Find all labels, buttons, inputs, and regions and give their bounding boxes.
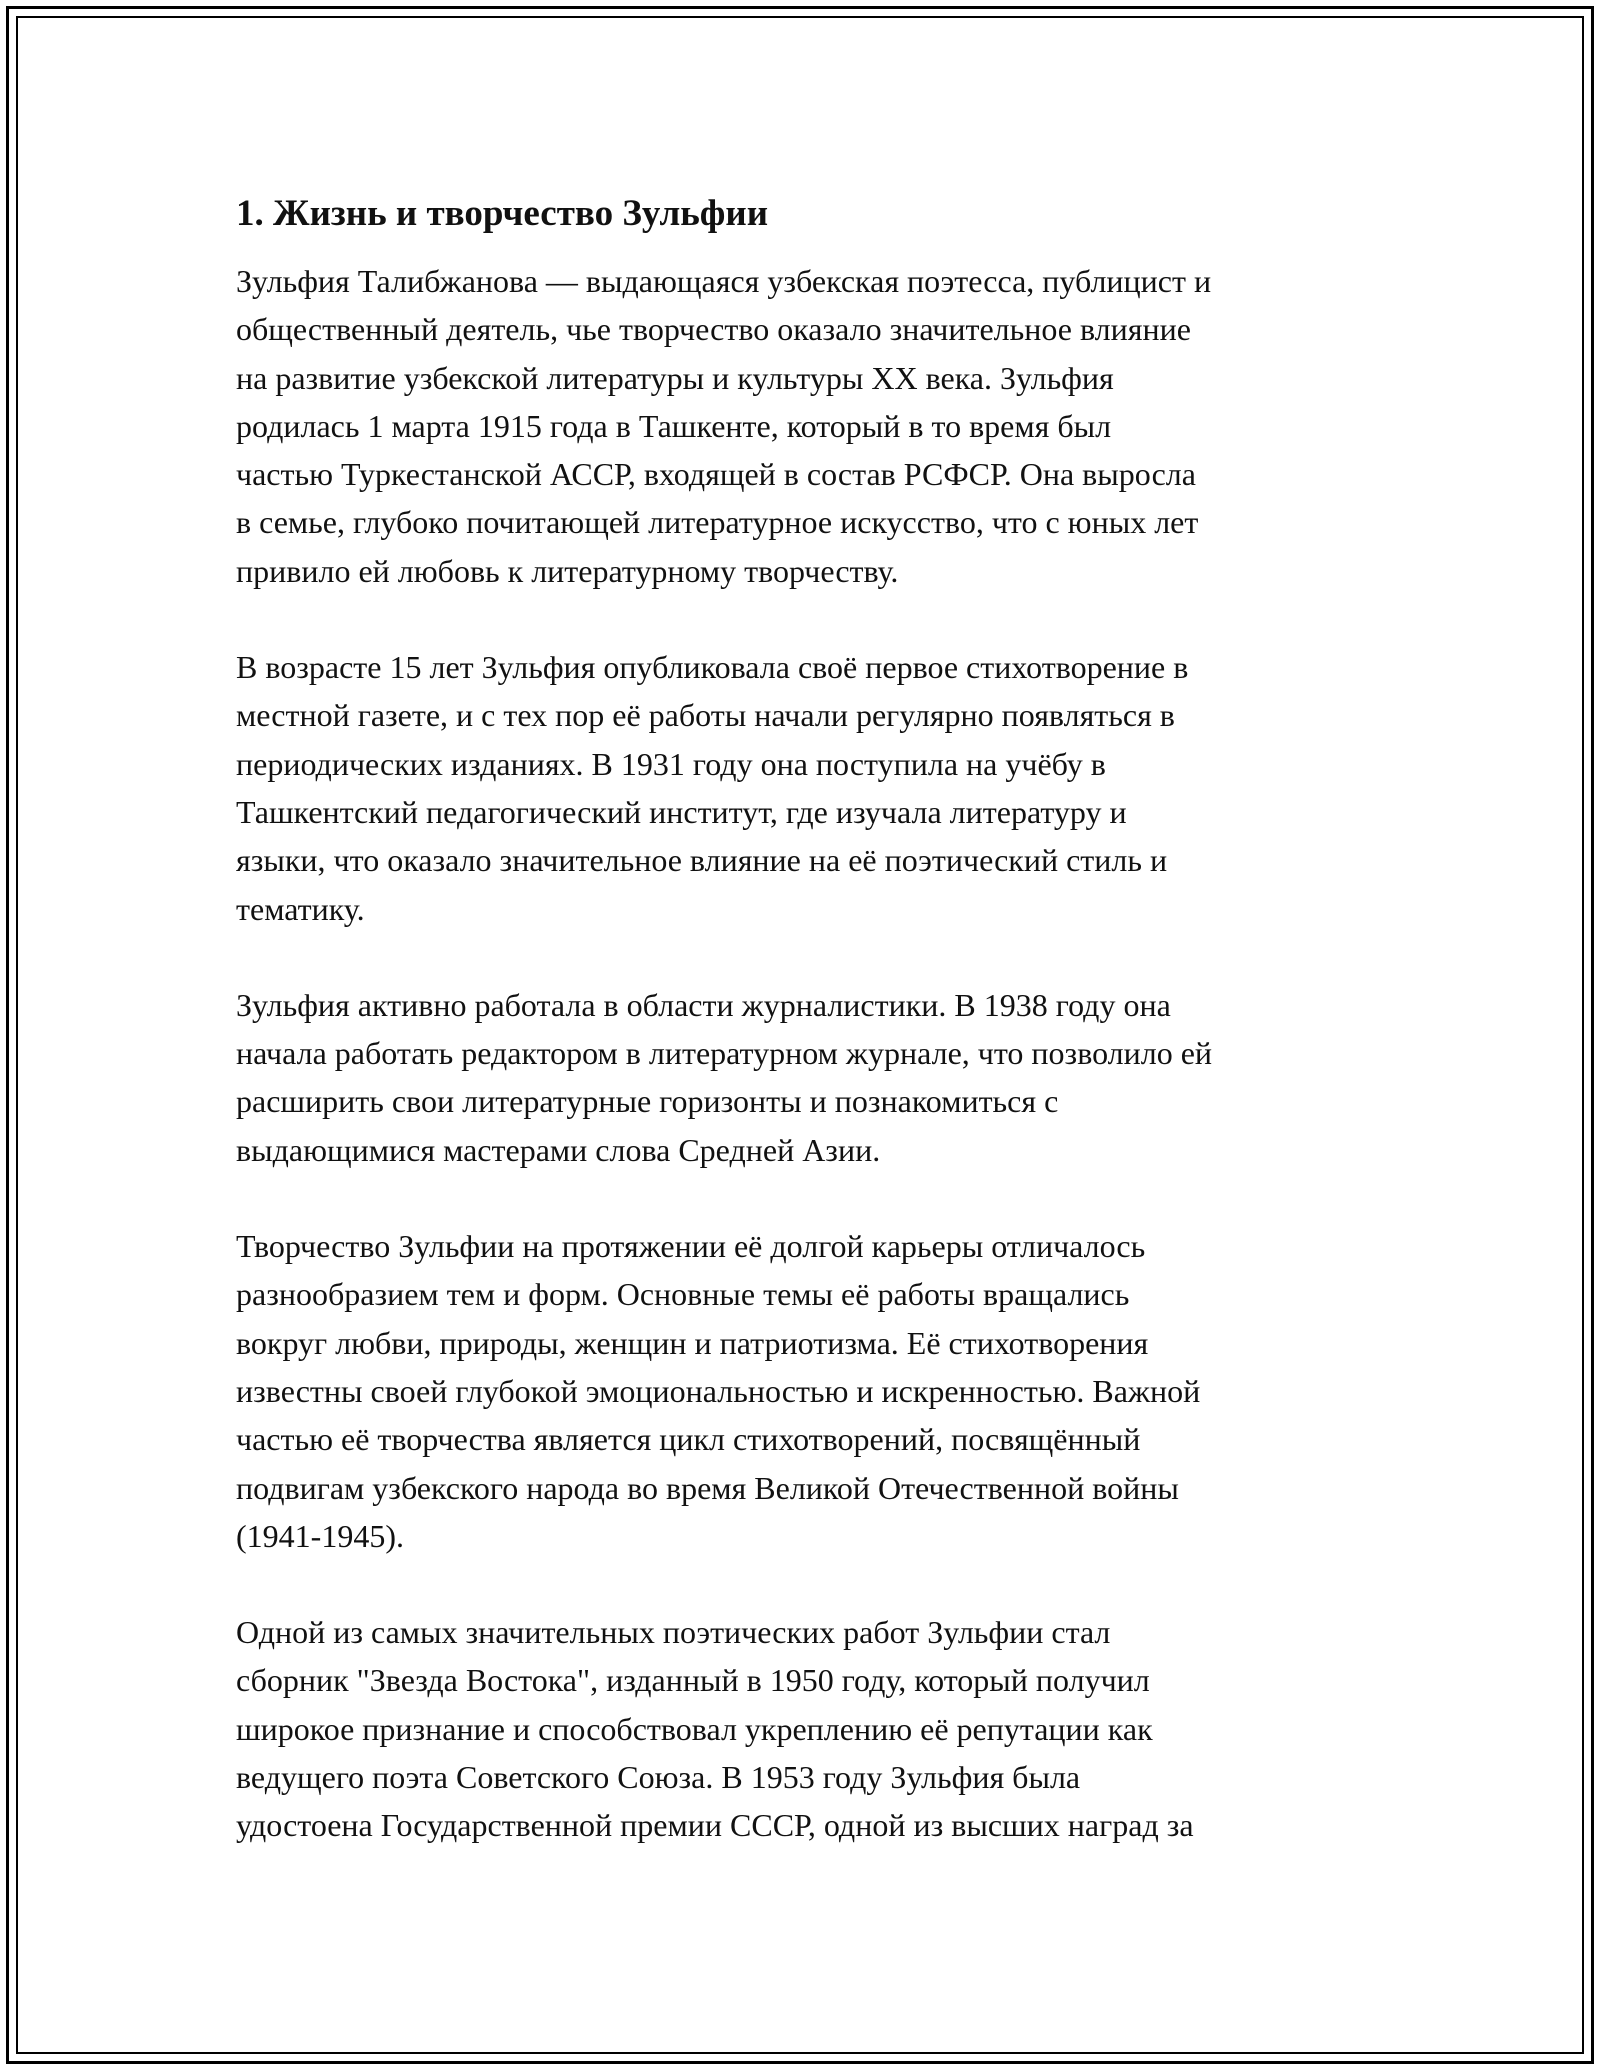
paragraph-line: общественный деятель, чье творчество оказало значительное влияние xyxy=(236,311,1191,348)
paragraph xyxy=(236,643,1376,933)
paragraph-line: Зульфия Талибжанова — выдающаяся узбекская поэтесса, публицист и xyxy=(236,263,1212,299)
paragraph-line: родилась 1 марта 1915 года в Ташкенте, который в то время был xyxy=(236,407,1112,444)
paragraph-line: на развитие узбекской литературы и культуры XX века. Зульфия xyxy=(236,359,1114,396)
paragraph-list xyxy=(236,257,1376,1850)
paragraph xyxy=(236,257,1376,595)
paragraph-line: подвигам узбекского народа во время Великой Отечественной войны xyxy=(236,1469,1179,1506)
paragraph-line: частью Туркестанской АССР, входящей в состав РСФСР. Она выросла xyxy=(236,456,1196,493)
paragraph-line: периодических изданиях. В 1931 году она поступила на учёбу в xyxy=(236,745,1106,782)
paragraph-line: Ташкентский педагогический институт, где изучала литературу и xyxy=(236,793,1127,830)
section-heading: 1. Жизнь и творчество Зульфии xyxy=(236,193,769,234)
paragraph-line: Творчество Зульфии на протяжении её долгой карьеры отличалось xyxy=(236,1228,1146,1265)
paragraph-line: (1941-1945). xyxy=(236,1517,404,1554)
document-body xyxy=(236,186,1376,1850)
paragraph-line: сборник "Звезда Востока", изданный в 1950 году, который получил xyxy=(236,1662,1150,1699)
paragraph xyxy=(236,981,1376,1174)
paragraph-line: местной газете, и с тех пор её работы начали регулярно появляться в xyxy=(236,697,1175,734)
paragraph-line: широкое признание и способствовал укреплению её репутации как xyxy=(236,1710,1153,1747)
paragraph-line: Зульфия активно работала в области журналистики. В 1938 году она xyxy=(236,986,1171,1023)
paragraph-line: частью её творчества является цикл стихотворений, посвящённый xyxy=(236,1421,1141,1458)
paragraph-line: В возрасте 15 лет Зульфия опубликовала своё первое стихотворение в xyxy=(236,649,1189,686)
paragraph-line: ведущего поэта Советского Союза. В 1953 году Зульфия была xyxy=(236,1759,1081,1796)
paragraph-line: тематику. xyxy=(236,890,365,927)
paragraph-line: вокруг любви, природы, женщин и патриотизма. Её стихотворения xyxy=(236,1324,1149,1361)
paragraph-line: привило ей любовь к литературному творчеству. xyxy=(236,552,899,589)
paragraph xyxy=(236,1222,1376,1560)
paragraph-line: выдающимися мастерами слова Средней Азии. xyxy=(236,1131,881,1168)
paragraph-line: языки, что оказало значительное влияние на её поэтический стиль и xyxy=(236,842,1168,879)
paragraph-line: разнообразием тем и форм. Основные темы её работы вращались xyxy=(236,1276,1130,1313)
paragraph-line: начала работать редактором в литературном журнале, что позволило ей xyxy=(236,1035,1213,1072)
paragraph xyxy=(236,1608,1376,1849)
paragraph-line: удостоена Государственной премии СССР, одной из высших наград за xyxy=(236,1807,1194,1844)
paragraph-line: Одной из самых значительных поэтических работ Зульфии стал xyxy=(236,1614,1111,1651)
paragraph-line: известны своей глубокой эмоциональностью и искренностью. Важной xyxy=(236,1372,1201,1409)
paragraph-line: в семье, глубоко почитающей литературное искусство, что с юных лет xyxy=(236,504,1199,541)
paragraph-line: расширить свои литературные горизонты и познакомиться с xyxy=(236,1083,1059,1120)
